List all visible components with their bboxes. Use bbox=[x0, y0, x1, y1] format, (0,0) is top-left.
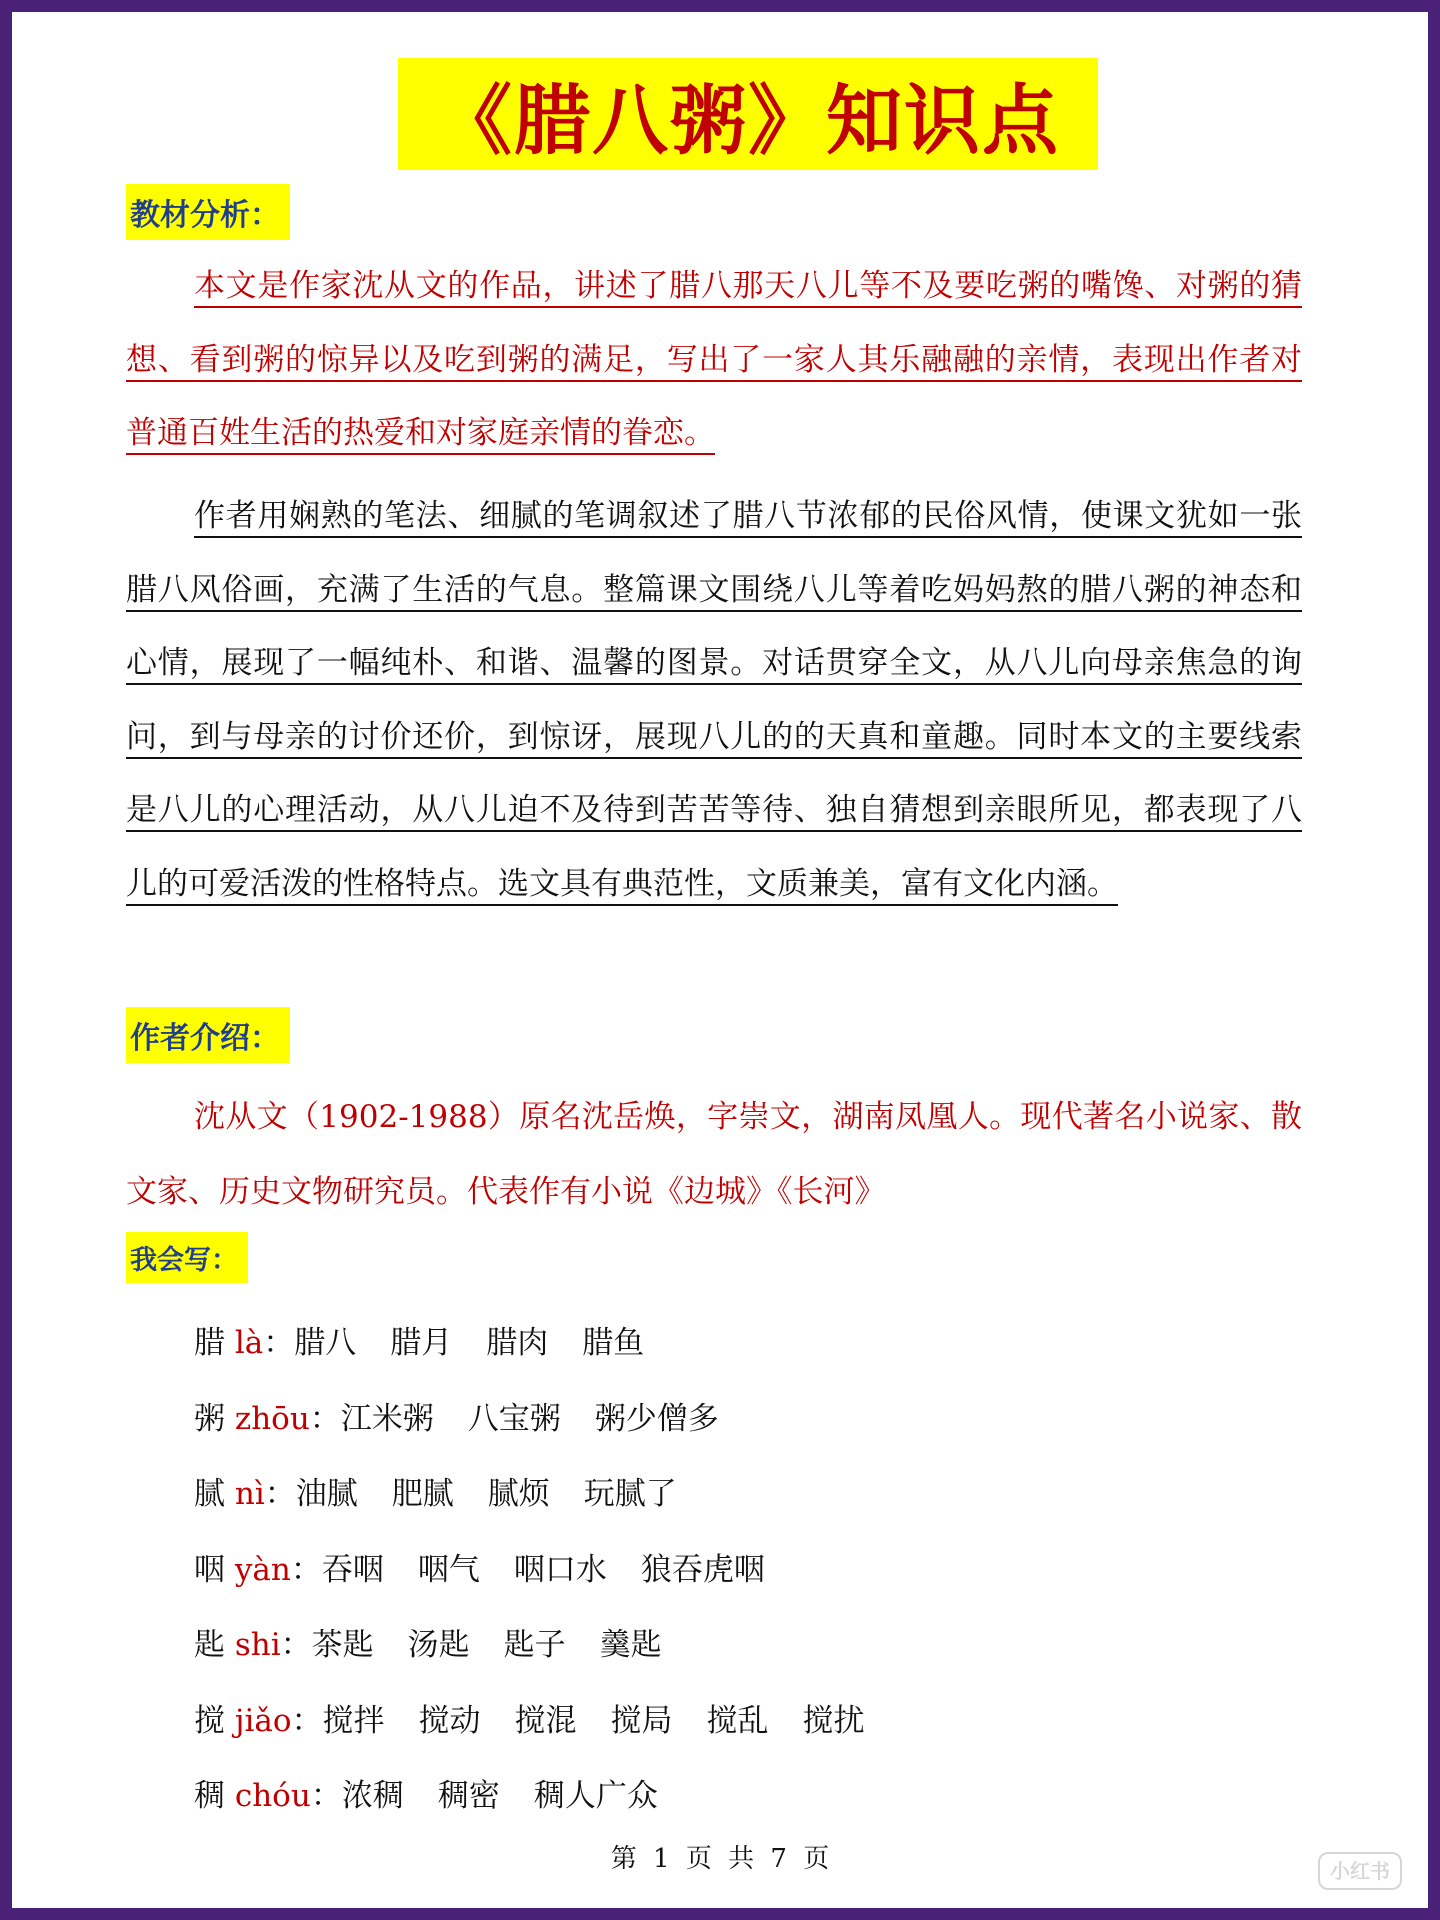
colon-separator: ： bbox=[280, 1627, 312, 1663]
vocabulary-word: 稠人广众 bbox=[533, 1778, 658, 1814]
vocabulary-word: 搅乱 bbox=[706, 1702, 769, 1739]
character-row bbox=[194, 1770, 692, 1815]
vocabulary-word: 汤匙 bbox=[407, 1627, 470, 1663]
character-glyph: 腊 bbox=[194, 1325, 235, 1361]
character-glyph: 匙 bbox=[194, 1627, 235, 1663]
vocabulary-word: 八宝粥 bbox=[467, 1400, 561, 1437]
vocabulary-word: 羹匙 bbox=[599, 1627, 662, 1663]
vocabulary-word: 腊月 bbox=[390, 1325, 453, 1361]
vocabulary-word: 搅混 bbox=[514, 1702, 577, 1739]
character-pinyin: zhōu bbox=[234, 1400, 310, 1437]
character-glyph: 搅 bbox=[194, 1702, 235, 1739]
colon-separator: ： bbox=[310, 1778, 342, 1814]
character-row bbox=[194, 1695, 899, 1740]
character-pinyin: nì bbox=[234, 1476, 265, 1512]
watermark bbox=[1318, 1852, 1402, 1890]
character-row bbox=[194, 1393, 753, 1438]
vocabulary-word: 玩腻了 bbox=[583, 1476, 677, 1512]
vocabulary-word: 咽口水 bbox=[513, 1551, 607, 1588]
page-title: 《腊八粥》知识点 bbox=[398, 58, 1098, 170]
section-label-analysis: 教材分析： bbox=[126, 184, 290, 240]
document-page bbox=[12, 12, 1428, 1908]
colon-separator: ： bbox=[309, 1400, 341, 1437]
vocabulary-word: 搅扰 bbox=[802, 1702, 865, 1739]
vocabulary-word: 浓稠 bbox=[341, 1778, 404, 1814]
page-footer: 第 1 页 共 7 页 bbox=[610, 1844, 830, 1874]
vocabulary-word: 狼吞虎咽 bbox=[640, 1551, 765, 1588]
character-row bbox=[194, 1317, 678, 1362]
character-pinyin: jiǎo bbox=[234, 1702, 292, 1739]
vocabulary-word: 腊八 bbox=[294, 1325, 357, 1361]
character-pinyin: yàn bbox=[234, 1551, 291, 1588]
colon-separator: ： bbox=[291, 1702, 323, 1739]
character-glyph: 咽 bbox=[194, 1551, 235, 1588]
character-pinyin: shi bbox=[234, 1627, 281, 1663]
colon-separator: ： bbox=[264, 1476, 296, 1512]
character-row bbox=[194, 1619, 696, 1664]
vocabulary-word: 吞咽 bbox=[321, 1551, 384, 1588]
character-pinyin: chóu bbox=[234, 1778, 311, 1814]
character-glyph: 腻 bbox=[194, 1476, 235, 1512]
vocabulary-word: 搅拌 bbox=[322, 1702, 385, 1739]
vocabulary-word: 搅动 bbox=[418, 1702, 481, 1739]
vocabulary-word: 江米粥 bbox=[340, 1400, 434, 1437]
section-label-author: 作者介绍： bbox=[126, 1007, 290, 1063]
character-row bbox=[194, 1544, 799, 1589]
vocabulary-word: 腻烦 bbox=[487, 1476, 550, 1512]
character-glyph: 稠 bbox=[194, 1778, 235, 1814]
colon-separator: ： bbox=[263, 1325, 295, 1361]
character-glyph: 粥 bbox=[194, 1400, 235, 1437]
analysis-paragraph-1 bbox=[126, 250, 1302, 471]
vocabulary-word: 匙子 bbox=[503, 1627, 566, 1663]
vocabulary-word: 肥腻 bbox=[391, 1476, 454, 1512]
vocabulary-word: 腊鱼 bbox=[582, 1325, 645, 1361]
vocabulary-word: 粥少僧多 bbox=[594, 1400, 719, 1437]
watermark-logo: 小红书 bbox=[1318, 1852, 1402, 1890]
section-label-write: 我会写： bbox=[126, 1232, 248, 1283]
vocabulary-word: 搅局 bbox=[610, 1702, 673, 1739]
analysis-paragraph-2-text: 作者用娴熟的笔法、细腻的笔调叙述了腊八节浓郁的民俗风情，使课文犹如一张腊八风俗画，充满了生活的气息。整篇课文围绕八儿等着吃妈妈熬的腊八粥的神态和心情，展现了一幅纯朴、和谐、温馨的图景。对话贯穿全文，从八儿向母亲焦急的询问，到与母亲的讨价还价，到惊讶，展现八儿的的天真和童趣。同时本文的主要线索是八儿的心理活动，从八儿迫不及待到苦苦等待、独自猜想到亲眼所见，都表现了八儿的可爱活泼的性格特点。选文具有典范性，文质兼美，富有文化内涵。 bbox=[126, 498, 1302, 902]
analysis-paragraph-1-text: 本文是作家沈从文的作品，讲述了腊八那天八儿等不及要吃粥的嘴馋、对粥的猜想、看到粥的惊异以及吃到粥的满足，写出了一家人其乐融融的亲情，表现出作者对普通百姓生活的热爱和对家庭亲情的眷恋。 bbox=[126, 268, 1302, 451]
vocabulary-word: 咽气 bbox=[417, 1551, 480, 1588]
character-pinyin: là bbox=[234, 1325, 264, 1361]
author-intro: 沈从文（1902-1988）原名沈岳焕，字崇文，湖南凤凰人。现代著名小说家、散文家、历史文物研究员。代表作有小说《边城》《长河》 bbox=[126, 1099, 1302, 1210]
analysis-paragraph-2 bbox=[126, 480, 1302, 921]
vocabulary-word: 腊肉 bbox=[486, 1325, 549, 1361]
vocabulary-word: 稠密 bbox=[437, 1778, 500, 1814]
vocabulary-word: 茶匙 bbox=[311, 1627, 374, 1663]
colon-separator: ： bbox=[290, 1551, 322, 1588]
character-row bbox=[194, 1468, 711, 1513]
vocabulary-word: 油腻 bbox=[295, 1476, 358, 1512]
